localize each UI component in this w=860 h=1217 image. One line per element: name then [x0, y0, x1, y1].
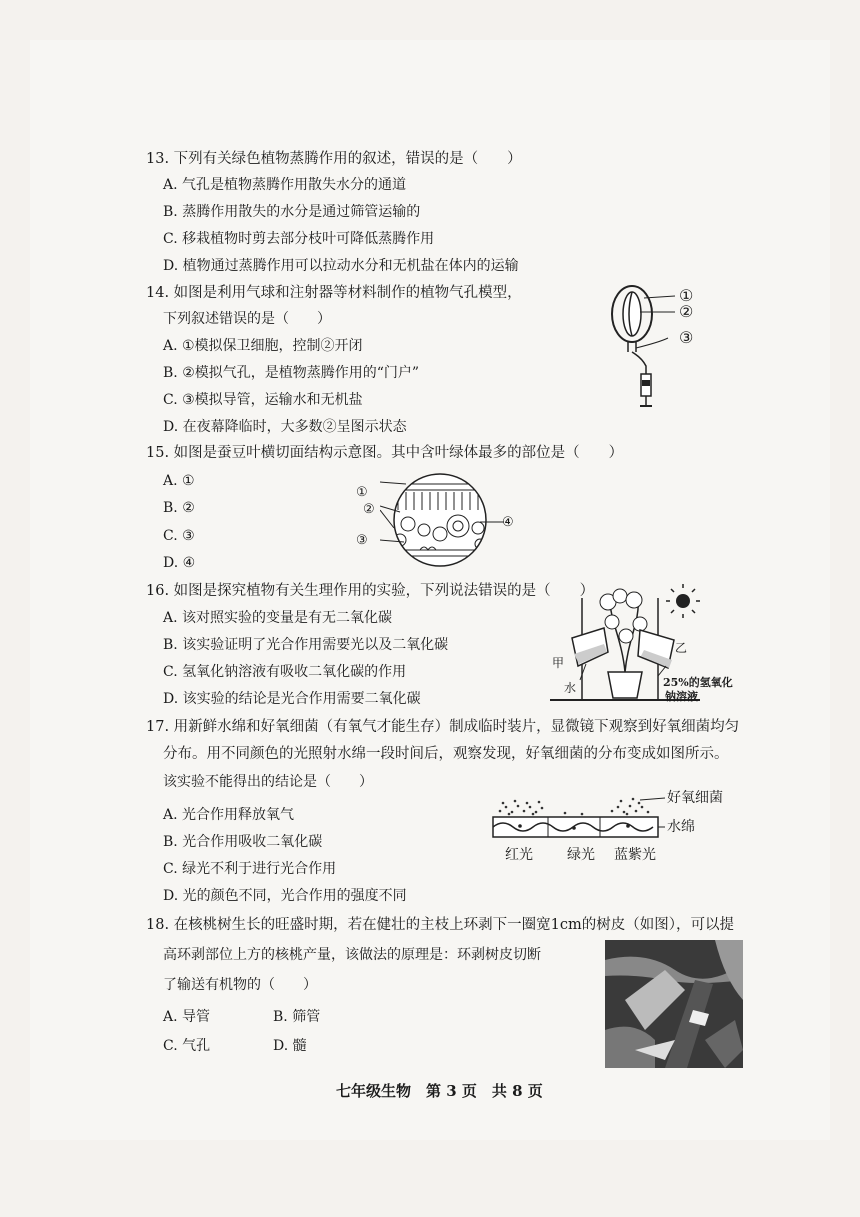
- q15-stem: 15. 如图是蚕豆叶横切面结构示意图。其中含叶绿体最多的部位是（ ）: [146, 445, 624, 461]
- q16-option-c: C. 氢氧化钠溶液有吸收二氧化碳的作用: [163, 664, 407, 680]
- q18-option-d: D. 髓: [273, 1038, 307, 1054]
- q14-stem-cont: 下列叙述错误的是（ ）: [163, 311, 331, 327]
- q13-stem: 13. 下列有关绿色植物蒸腾作用的叙述，错误的是（ ）: [146, 151, 522, 167]
- q15-label-3: ③: [356, 533, 368, 548]
- q13-option-c: C. 移栽植物时剪去部分枝叶可降低蒸腾作用: [163, 231, 435, 247]
- q17-label-blue-violet: 蓝紫光: [614, 847, 656, 863]
- q16-label-naoh-2: 钠溶液: [665, 690, 698, 703]
- q15-label-2: ②: [363, 502, 375, 517]
- q17-option-a: A. 光合作用释放氧气: [163, 807, 295, 823]
- q16-option-b: B. 该实验证明了光合作用需要光以及二氧化碳: [163, 637, 449, 653]
- q15-option-d: D. ④: [163, 555, 196, 571]
- q18-option-a: A. 导管: [163, 1009, 211, 1025]
- q14-label-3: ③: [679, 328, 694, 347]
- q17-label-green: 绿光: [567, 847, 595, 863]
- q15-label-1: ①: [356, 485, 368, 500]
- q14-label-1: ①: [679, 286, 694, 305]
- q17-option-d: D. 光的颜色不同，光合作用的强度不同: [163, 888, 407, 904]
- q16-stem: 16. 如图是探究植物有关生理作用的实验，下列说法错误的是（ ）: [146, 583, 595, 599]
- q17-option-b: B. 光合作用吸收二氧化碳: [163, 834, 323, 850]
- q18-stem-cont-2: 了输送有机物的（ ）: [163, 977, 317, 993]
- q14-label-2: ②: [679, 302, 694, 321]
- q16-label-naoh-1: 25%的氢氧化: [663, 676, 733, 689]
- q15-option-c: C. ③: [163, 528, 195, 544]
- q17-label-bacteria: 好氧细菌: [667, 790, 723, 806]
- girdled-walnut-branch-photo: [605, 940, 743, 1068]
- q17-stem-cont-1: 分布。用不同颜色的光照射水绵一段时间后，观察发现，好氧细菌的分布变成如图所示。: [163, 746, 729, 762]
- q17-label-spirogyra: 水绵: [667, 819, 695, 835]
- q14-option-b: B. ②模拟气孔，是植物蒸腾作用的“门户”: [163, 365, 420, 381]
- page-footer: 七年级生物 第 3 页 共 8 页: [336, 1082, 543, 1100]
- q17-option-c: C. 绿光不利于进行光合作用: [163, 861, 337, 877]
- q14-option-a: A. ①模拟保卫细胞，控制②开闭: [163, 338, 363, 354]
- leaf-cross-section-figure: [380, 470, 510, 570]
- q16-label-yi: 乙: [675, 641, 688, 655]
- stomata-model-figure: [600, 282, 710, 412]
- q18-option-b: B. 筛管: [273, 1009, 321, 1025]
- q14-option-d: D. 在夜幕降临时，大多数②呈图示状态: [163, 419, 407, 435]
- q18-option-c: C. 气孔: [163, 1038, 211, 1054]
- q13-option-b: B. 蒸腾作用散失的水分是通过筛管运输的: [163, 204, 421, 220]
- q13-option-d: D. 植物通过蒸腾作用可以拉动水分和无机盐在体内的运输: [163, 258, 519, 274]
- q17-stem-cont-2: 该实验不能得出的结论是（ ）: [163, 774, 373, 790]
- q15-option-b: B. ②: [163, 500, 195, 516]
- q17-stem: 17. 用新鲜水绵和好氧细菌（有氧气才能生存）制成临时装片，显微镜下观察到好氧细菌均匀: [146, 719, 740, 735]
- q16-label-jia: 甲: [552, 656, 565, 670]
- q14-stem: 14. 如图是利用气球和注射器等材料制作的植物气孔模型，: [146, 285, 522, 301]
- q15-option-a: A. ①: [163, 473, 195, 489]
- q16-option-a: A. 该对照实验的变量是有无二氧化碳: [163, 610, 393, 626]
- q13-option-a: A. 气孔是植物蒸腾作用散失水分的通道: [163, 177, 407, 193]
- q18-stem: 18. 在核桃树生长的旺盛时期，若在健壮的主枝上环剥下一圈宽1cm的树皮（如图），可以提: [146, 917, 735, 933]
- q17-label-red: 红光: [505, 847, 533, 863]
- q16-label-water: 水: [564, 681, 577, 695]
- q18-stem-cont-1: 高环剥部位上方的核桃产量，该做法的原理是：环剥树皮切断: [163, 947, 541, 963]
- q16-option-d: D. 该实验的结论是光合作用需要二氧化碳: [163, 691, 421, 707]
- spirogyra-bacteria-figure: [490, 795, 665, 845]
- q15-label-4: ④: [502, 515, 514, 530]
- q14-option-c: C. ③模拟导管，运输水和无机盐: [163, 392, 363, 408]
